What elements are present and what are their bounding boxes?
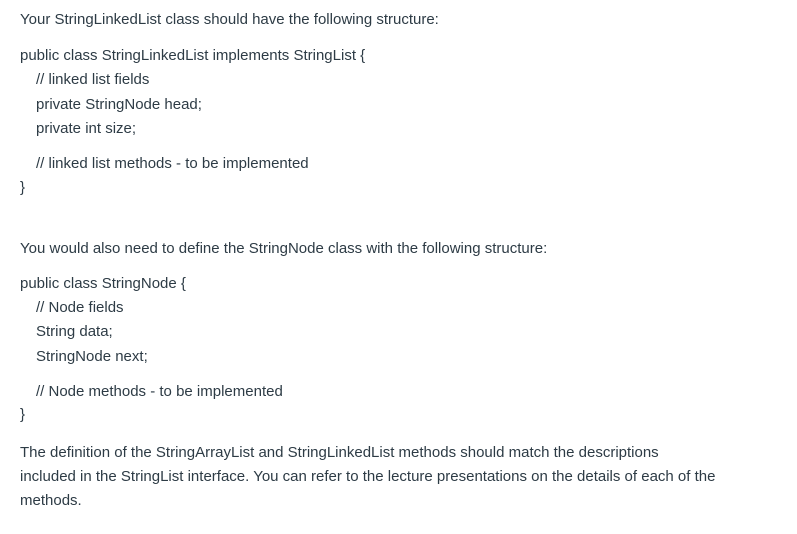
code2-next-field: StringNode next;	[36, 348, 148, 365]
code1-size-field: private int size;	[36, 120, 137, 137]
code1-fields-comment: // linked list fields	[36, 71, 150, 88]
code2-data-field: String data;	[36, 323, 113, 340]
code2-methods-comment: // Node methods - to be implemented	[36, 383, 283, 400]
node-intro-text: You would also need to define the StringNode class with the following structure:	[20, 240, 548, 257]
code2-class-declaration: public class StringNode {	[20, 275, 186, 292]
code2-closing-brace: }	[20, 406, 26, 423]
outro-text-line-3: methods.	[20, 492, 82, 509]
code2-fields-comment: // Node fields	[36, 299, 124, 316]
code1-class-declaration: public class StringLinkedList implements StringList {	[20, 47, 366, 64]
code1-head-field: private StringNode head;	[36, 96, 202, 113]
code1-closing-brace: }	[20, 179, 26, 196]
intro-text: Your StringLinkedList class should have the following structure:	[20, 11, 439, 28]
code1-methods-comment: // linked list methods - to be implemented	[36, 155, 309, 172]
outro-text-line-2: included in the StringList interface. You can refer to the lecture presentations on the details of each of the	[20, 468, 716, 485]
outro-text-line-1: The definition of the StringArrayList and StringLinkedList methods should match the descriptions	[20, 444, 659, 461]
